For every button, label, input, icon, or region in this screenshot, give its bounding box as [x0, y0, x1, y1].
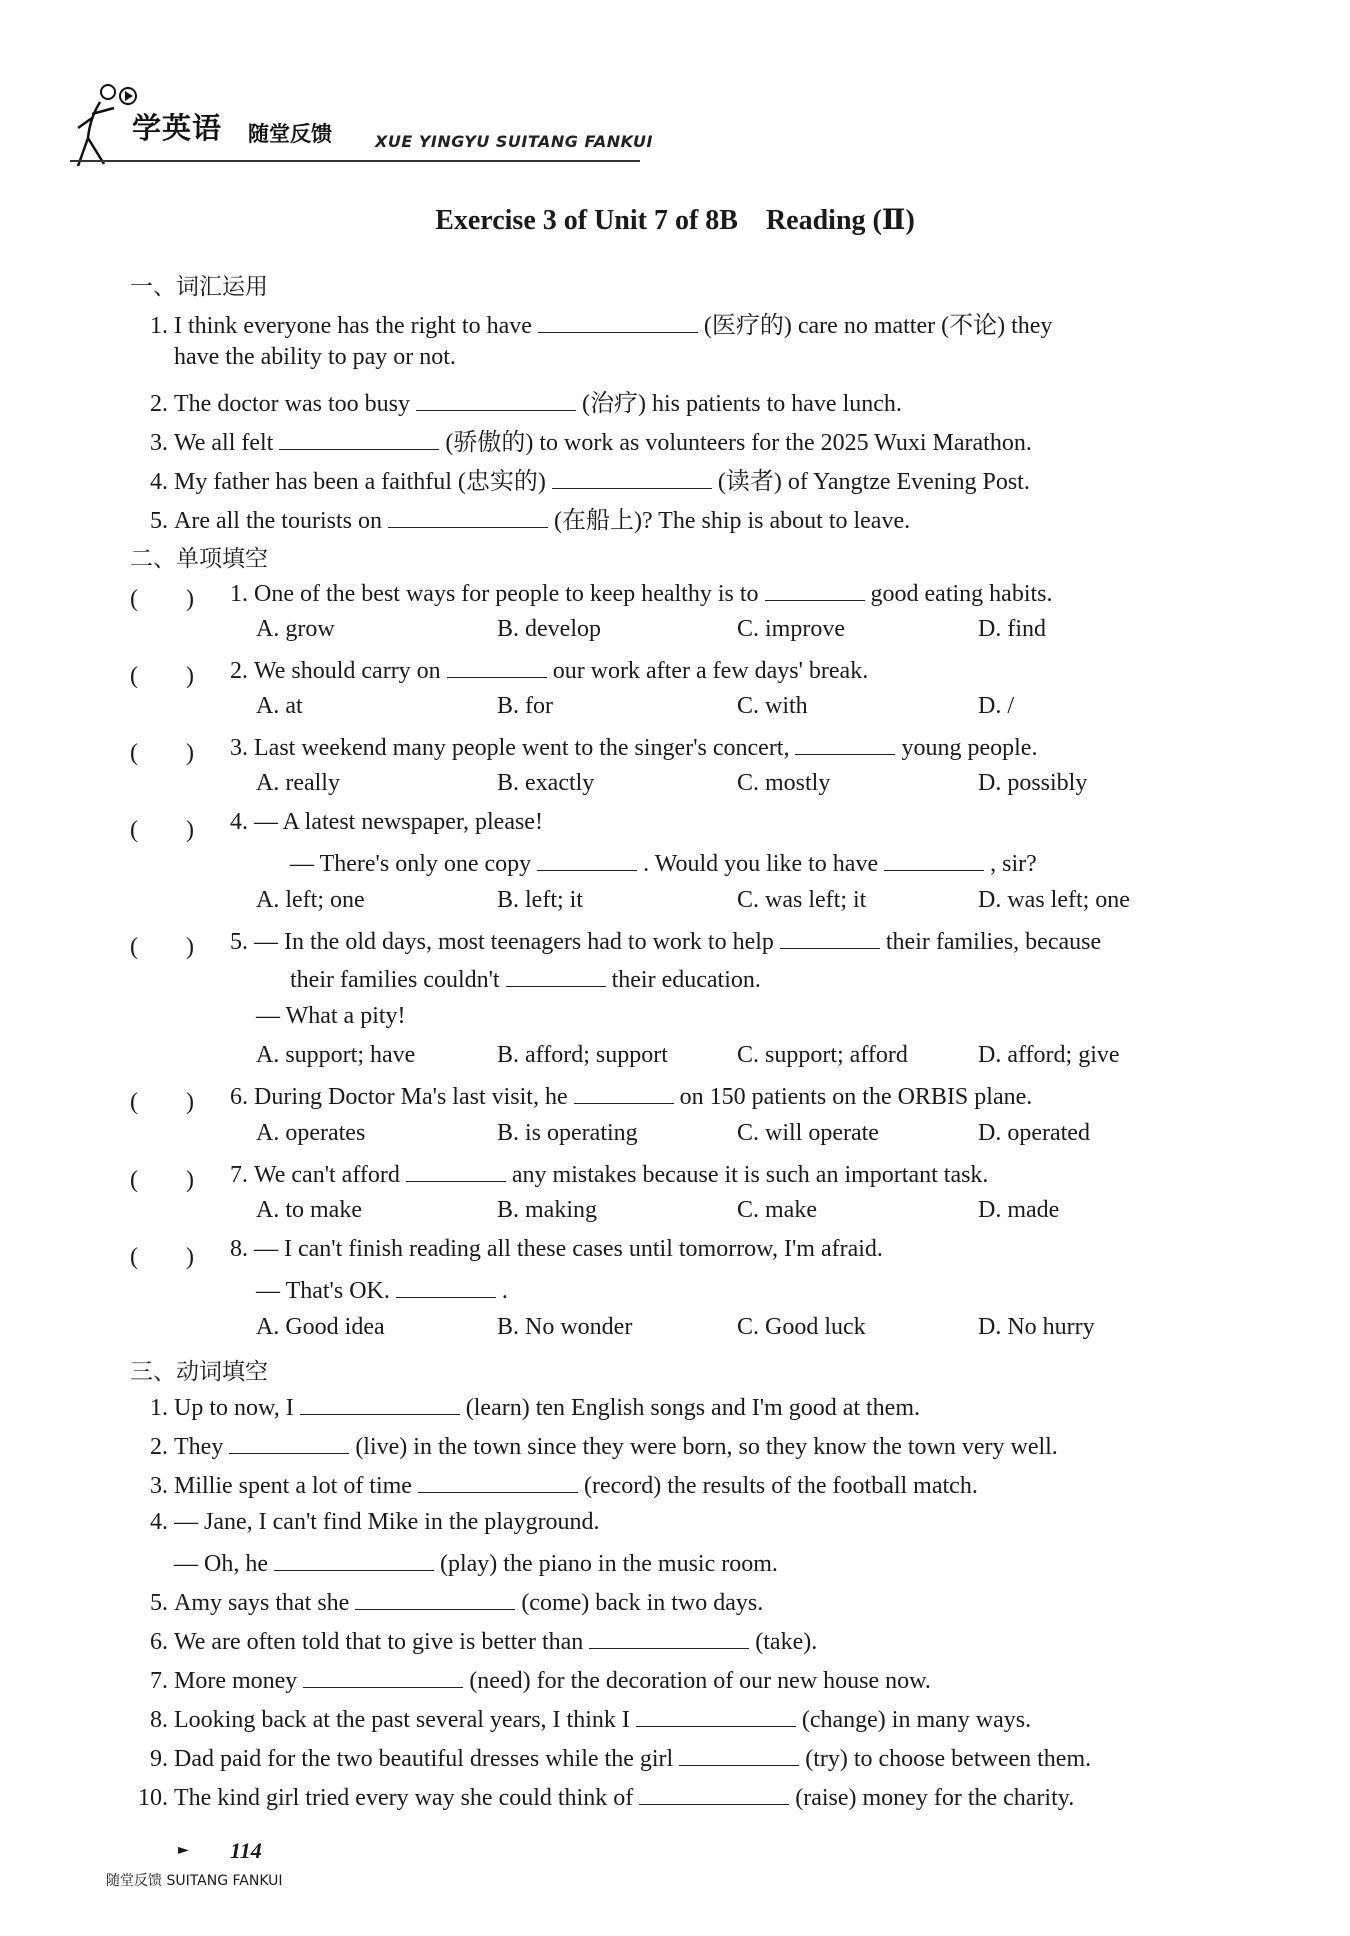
option-a[interactable]: A. support; have	[256, 1042, 416, 1068]
option-b[interactable]: B. No wonder	[497, 1314, 633, 1340]
option-c[interactable]: C. mostly	[737, 770, 831, 796]
vocab-item-1-cont: have the ability to pay or not.	[174, 344, 456, 370]
blank	[537, 848, 637, 871]
blank[interactable]	[589, 1626, 749, 1649]
blank	[396, 1275, 496, 1298]
mc-question-6: 6. During Doctor Ma's last visit, he on 150 patients on the ORBIS plane.	[220, 1081, 1032, 1111]
blank	[765, 578, 865, 601]
mc-question-5-reply: — What a pity!	[256, 1003, 406, 1029]
footer-arrow-icon: ►	[178, 1842, 189, 1858]
option-a[interactable]: A. to make	[256, 1197, 362, 1223]
footer-label: 随堂反馈 SUITANG FANKUI	[106, 1873, 283, 1889]
page-title: Exercise 3 of Unit 7 of 8B Reading (Ⅱ)	[435, 205, 915, 236]
vocab-item-3: 3. We all felt (骄傲的) to work as volunteers for the 2025 Wuxi Marathon.	[140, 422, 1032, 457]
answer-paren[interactable]: ( )	[130, 817, 194, 843]
option-d[interactable]: D. possibly	[978, 770, 1088, 796]
blank[interactable]	[679, 1743, 799, 1766]
verb-item-4-reply: — Oh, he (play) the piano in the music room.	[174, 1548, 778, 1578]
mc-question-8: 8. — I can't finish reading all these cases until tomorrow, I'm afraid.	[230, 1236, 883, 1262]
option-b[interactable]: B. exactly	[497, 770, 595, 796]
option-c[interactable]: C. with	[737, 693, 808, 719]
logo-chinese-title: 学英语	[132, 111, 223, 145]
option-a[interactable]: A. operates	[256, 1120, 366, 1146]
option-c[interactable]: C. was left; it	[737, 887, 867, 913]
mc-question-5: 5. — In the old days, most teenagers had to work to help their families, because	[220, 926, 1101, 956]
blank	[506, 964, 606, 987]
answer-paren[interactable]: ( )	[130, 586, 194, 612]
verb-item-8: 8. Looking back at the past several years, I think I (change) in many ways.	[140, 1704, 1031, 1734]
option-d[interactable]: D. was left; one	[978, 887, 1130, 913]
verb-item-9: 9. Dad paid for the two beautiful dresses while the girl (try) to choose between them.	[140, 1743, 1091, 1773]
blank[interactable]	[552, 466, 712, 489]
page-number: 114	[230, 1838, 262, 1863]
blank[interactable]	[274, 1548, 434, 1571]
option-d[interactable]: D. afford; give	[978, 1042, 1120, 1068]
vocab-item-2: 2. The doctor was too busy (治疗) his patients to have lunch.	[140, 383, 902, 418]
section-2-heading: 二、单项填空	[130, 546, 268, 572]
option-b[interactable]: B. is operating	[497, 1120, 638, 1146]
mc-question-3: 3. Last weekend many people went to the singer's concert, young people.	[220, 732, 1037, 762]
option-d[interactable]: D. find	[978, 616, 1046, 642]
mc-question-7: 7. We can't afford any mistakes because it is such an important task.	[220, 1159, 988, 1189]
vocab-item-5: 5. Are all the tourists on (在船上)? The ship is about to leave.	[140, 500, 910, 535]
verb-item-1: 1. Up to now, I (learn) ten English songs and I'm good at them.	[140, 1392, 920, 1422]
verb-item-6: 6. We are often told that to give is better than (take).	[140, 1626, 817, 1656]
section-1-heading: 一、词汇运用	[130, 274, 268, 300]
blank[interactable]	[229, 1431, 349, 1454]
verb-item-5: 5. Amy says that she (come) back in two days.	[140, 1587, 763, 1617]
verb-item-3: 3. Millie spent a lot of time (record) the results of the football match.	[140, 1470, 978, 1500]
header-divider	[70, 160, 640, 162]
mc-question-2: 2. We should carry on our work after a few days' break.	[220, 655, 868, 685]
blank[interactable]	[355, 1587, 515, 1610]
blank[interactable]	[636, 1704, 796, 1727]
blank[interactable]	[303, 1665, 463, 1688]
mc-question-5-cont: their families couldn't their education.	[290, 964, 761, 994]
option-c[interactable]: C. will operate	[737, 1120, 879, 1146]
option-d[interactable]: D. No hurry	[978, 1314, 1095, 1340]
option-d[interactable]: D. operated	[978, 1120, 1090, 1146]
vocab-item-4: 4. My father has been a faithful (忠实的) (读者) of Yangtze Evening Post.	[140, 461, 1030, 496]
blank[interactable]	[538, 310, 698, 333]
blank[interactable]	[639, 1782, 789, 1805]
verb-item-2: 2. They (live) in the town since they were born, so they know the town very well.	[140, 1431, 1058, 1461]
blank[interactable]	[279, 427, 439, 450]
answer-paren[interactable]: ( )	[130, 1167, 194, 1193]
option-b[interactable]: B. left; it	[497, 887, 583, 913]
option-a[interactable]: A. left; one	[256, 887, 365, 913]
option-c[interactable]: C. Good luck	[737, 1314, 866, 1340]
answer-paren[interactable]: ( )	[130, 740, 194, 766]
option-c[interactable]: C. support; afford	[737, 1042, 908, 1068]
blank[interactable]	[300, 1392, 460, 1415]
option-b[interactable]: B. develop	[497, 616, 601, 642]
mc-question-8-reply: — That's OK. .	[256, 1275, 508, 1305]
option-a[interactable]: A. really	[256, 770, 340, 796]
section-3-heading: 三、动词填空	[130, 1359, 268, 1385]
answer-paren[interactable]: ( )	[130, 1244, 194, 1270]
header	[70, 78, 670, 178]
verb-item-7: 7. More money (need) for the decoration of our new house now.	[140, 1665, 931, 1695]
answer-paren[interactable]: ( )	[130, 663, 194, 689]
verb-item-4: 4. — Jane, I can't find Mike in the playground.	[150, 1509, 600, 1535]
option-c[interactable]: C. improve	[737, 616, 845, 642]
option-a[interactable]: A. grow	[256, 616, 335, 642]
blank	[780, 926, 880, 949]
option-d[interactable]: D. made	[978, 1197, 1060, 1223]
verb-item-10: 10. The kind girl tried every way she could think of (raise) money for the charity.	[126, 1782, 1074, 1812]
option-b[interactable]: B. for	[497, 693, 553, 719]
option-d[interactable]: D. /	[978, 693, 1014, 719]
option-a[interactable]: A. Good idea	[256, 1314, 385, 1340]
blank[interactable]	[416, 388, 576, 411]
blank	[795, 732, 895, 755]
option-a[interactable]: A. at	[256, 693, 303, 719]
mc-question-4-reply: — There's only one copy . Would you like to have , sir?	[290, 848, 1037, 878]
option-c[interactable]: C. make	[737, 1197, 817, 1223]
blank	[574, 1081, 674, 1104]
runner-logo-icon	[70, 78, 140, 173]
blank	[884, 848, 984, 871]
option-b[interactable]: B. afford; support	[497, 1042, 668, 1068]
answer-paren[interactable]: ( )	[130, 934, 194, 960]
blank	[447, 655, 547, 678]
answer-paren[interactable]: ( )	[130, 1089, 194, 1115]
mc-question-4: 4. — A latest newspaper, please!	[230, 809, 543, 835]
logo-chinese-subtitle: 随堂反馈	[248, 122, 332, 146]
blank[interactable]	[388, 505, 548, 528]
vocab-item-1: 1. I think everyone has the right to have (医疗的) care no matter (不论) they	[140, 305, 1052, 340]
logo-english: XUE YINGYU SUITANG FANKUI	[375, 132, 653, 151]
mc-question-1: 1. One of the best ways for people to keep healthy is to good eating habits.	[220, 578, 1053, 608]
blank[interactable]	[418, 1470, 578, 1493]
blank	[406, 1159, 506, 1182]
option-b[interactable]: B. making	[497, 1197, 597, 1223]
